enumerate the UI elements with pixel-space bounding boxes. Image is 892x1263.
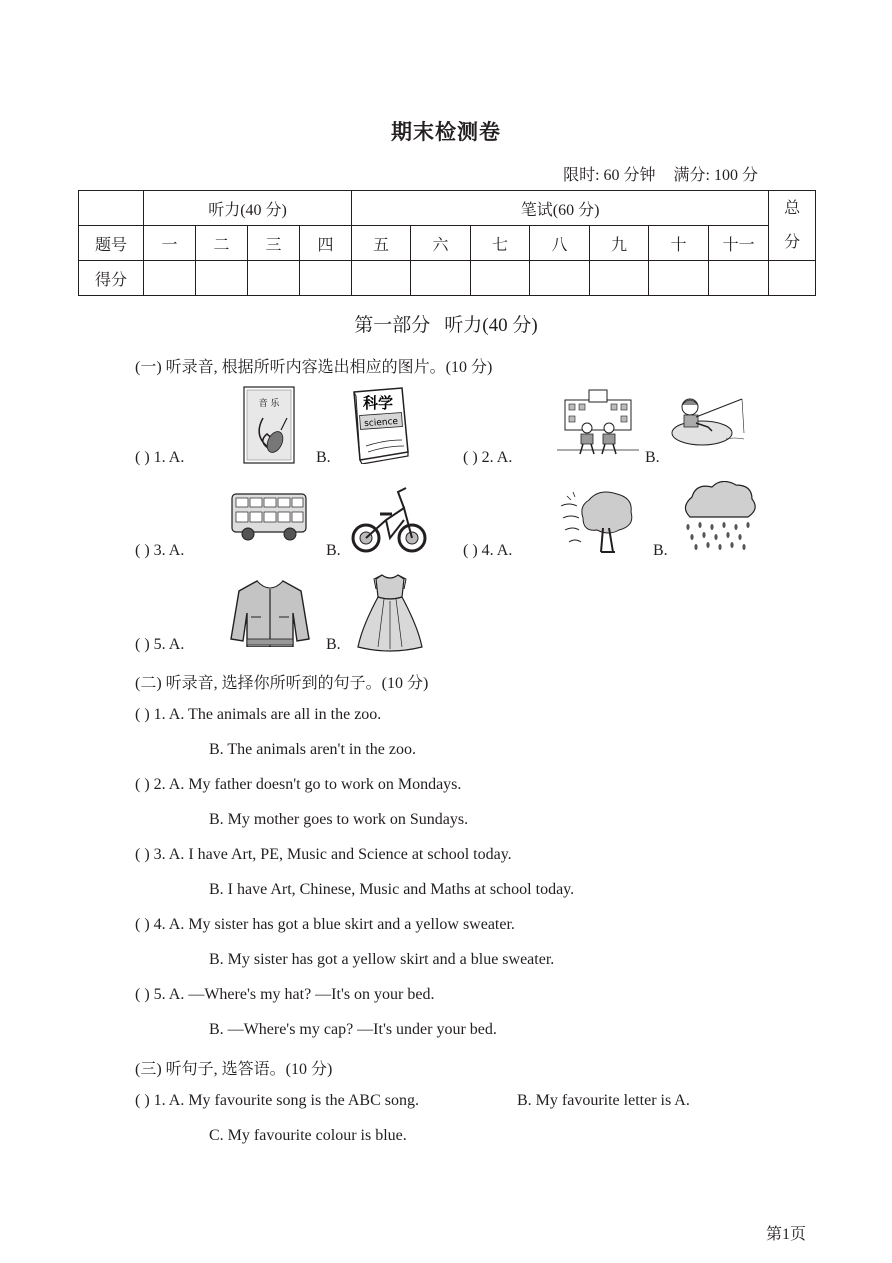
option-b-label: B. bbox=[316, 449, 331, 466]
question-3-label: ( ) 3. A. bbox=[135, 542, 185, 559]
table-cell: 八 bbox=[530, 226, 590, 261]
table-cell: 六 bbox=[411, 226, 471, 261]
option-b-label: B. bbox=[326, 636, 341, 653]
exam-limits bbox=[545, 162, 758, 185]
bicycle-icon bbox=[350, 484, 430, 556]
part-one-title: 第一部分 听力(40 分) bbox=[354, 315, 538, 336]
sec2-q1-a: ( ) 1. A. The animals are all in the zoo. bbox=[135, 706, 382, 723]
score-cell[interactable] bbox=[352, 261, 411, 296]
sec2-q2-b: B. My mother goes to work on Sundays. bbox=[209, 811, 469, 828]
question-5-label: ( ) 5. A. bbox=[135, 636, 185, 653]
sec3-q1-a: ( ) 1. A. My favourite song is the ABC song. bbox=[135, 1092, 419, 1109]
sec3-q1-c: C. My favourite colour is blue. bbox=[209, 1127, 407, 1144]
music-book-title: 音 乐 bbox=[258, 399, 280, 409]
listening-header: 听力(40 分) bbox=[144, 191, 352, 226]
science-book-icon bbox=[346, 386, 410, 464]
sec2-q5-b: B. —Where's my cap? —It's under your bed. bbox=[209, 1021, 497, 1038]
score-cell[interactable] bbox=[300, 261, 352, 296]
table-cell: 九 bbox=[590, 226, 649, 261]
section-three-heading: (三) 听句子, 选答语。(10 分) bbox=[135, 1061, 333, 1078]
score-cell[interactable] bbox=[590, 261, 649, 296]
windy-tree-icon bbox=[559, 486, 639, 554]
section-one-heading: (一) 听录音, 根据所听内容选出相应的图片。(10 分) bbox=[135, 359, 493, 376]
score-cell[interactable] bbox=[530, 261, 590, 296]
sec2-q4-a: ( ) 4. A. My sister has got a blue skirt and a yellow sweater. bbox=[135, 916, 515, 933]
science-book-subtitle: science bbox=[363, 416, 399, 430]
question-2-label: ( ) 2. A. bbox=[463, 449, 513, 466]
table-cell: 十 bbox=[649, 226, 709, 261]
option-b-label: B. bbox=[326, 542, 341, 559]
sec2-q5-a: ( ) 5. A. —Where's my hat? —It's on your bed. bbox=[135, 986, 435, 1003]
table-cell: 五 bbox=[352, 226, 411, 261]
sec2-q3-b: B. I have Art, Chinese, Music and Maths at school today. bbox=[209, 881, 575, 898]
school-children-icon bbox=[557, 388, 639, 458]
score-cell[interactable] bbox=[769, 261, 816, 296]
rain-cloud-icon bbox=[678, 481, 758, 557]
score-cell[interactable] bbox=[709, 261, 769, 296]
page-number: 第1页 bbox=[765, 1226, 806, 1243]
sec3-q1-b: B. My favourite letter is A. bbox=[517, 1092, 690, 1109]
dress-icon bbox=[356, 573, 424, 653]
music-book-icon bbox=[243, 386, 295, 464]
option-b-label: B. bbox=[653, 542, 668, 559]
table-cell: 二 bbox=[196, 226, 248, 261]
section-two-heading: (二) 听录音, 选择你所听到的句子。(10 分) bbox=[135, 675, 429, 692]
bus-icon bbox=[230, 490, 308, 542]
total-header: 总 分 bbox=[769, 191, 816, 261]
sec2-q4-b: B. My sister has got a yellow skirt and a blue sweater. bbox=[209, 951, 555, 968]
boy-fishing-icon bbox=[666, 393, 748, 449]
table-cell: 七 bbox=[471, 226, 530, 261]
science-book-title: 科学 bbox=[362, 394, 394, 412]
written-header: 笔试(60 分) bbox=[352, 191, 769, 226]
question-1-label: ( ) 1. A. bbox=[135, 449, 185, 466]
table-cell: 一 bbox=[144, 226, 196, 261]
question-number-label: 题号 bbox=[79, 226, 144, 261]
full-marks: 满分: 100 分 bbox=[673, 167, 758, 184]
score-cell[interactable] bbox=[471, 261, 530, 296]
score-cell[interactable] bbox=[649, 261, 709, 296]
jacket-icon bbox=[229, 577, 311, 647]
score-label: 得分 bbox=[79, 261, 144, 296]
table-corner bbox=[79, 191, 144, 226]
time-limit: 限时: 60 分钟 bbox=[563, 167, 656, 184]
score-cell[interactable] bbox=[144, 261, 196, 296]
sec2-q1-b: B. The animals aren't in the zoo. bbox=[209, 741, 416, 758]
score-cell[interactable] bbox=[196, 261, 248, 296]
score-cell[interactable] bbox=[411, 261, 471, 296]
sec2-q3-a: ( ) 3. A. I have Art, PE, Music and Science at school today. bbox=[135, 846, 512, 863]
table-cell: 三 bbox=[248, 226, 300, 261]
score-table bbox=[78, 190, 816, 296]
sec2-q2-a: ( ) 2. A. My father doesn't go to work on Mondays. bbox=[135, 776, 462, 793]
table-cell: 四 bbox=[300, 226, 352, 261]
score-cell[interactable] bbox=[248, 261, 300, 296]
option-b-label: B. bbox=[645, 449, 660, 466]
page-title: 期末检测卷 bbox=[391, 120, 501, 144]
table-cell: 十一 bbox=[709, 226, 769, 261]
question-4-label: ( ) 4. A. bbox=[463, 542, 513, 559]
